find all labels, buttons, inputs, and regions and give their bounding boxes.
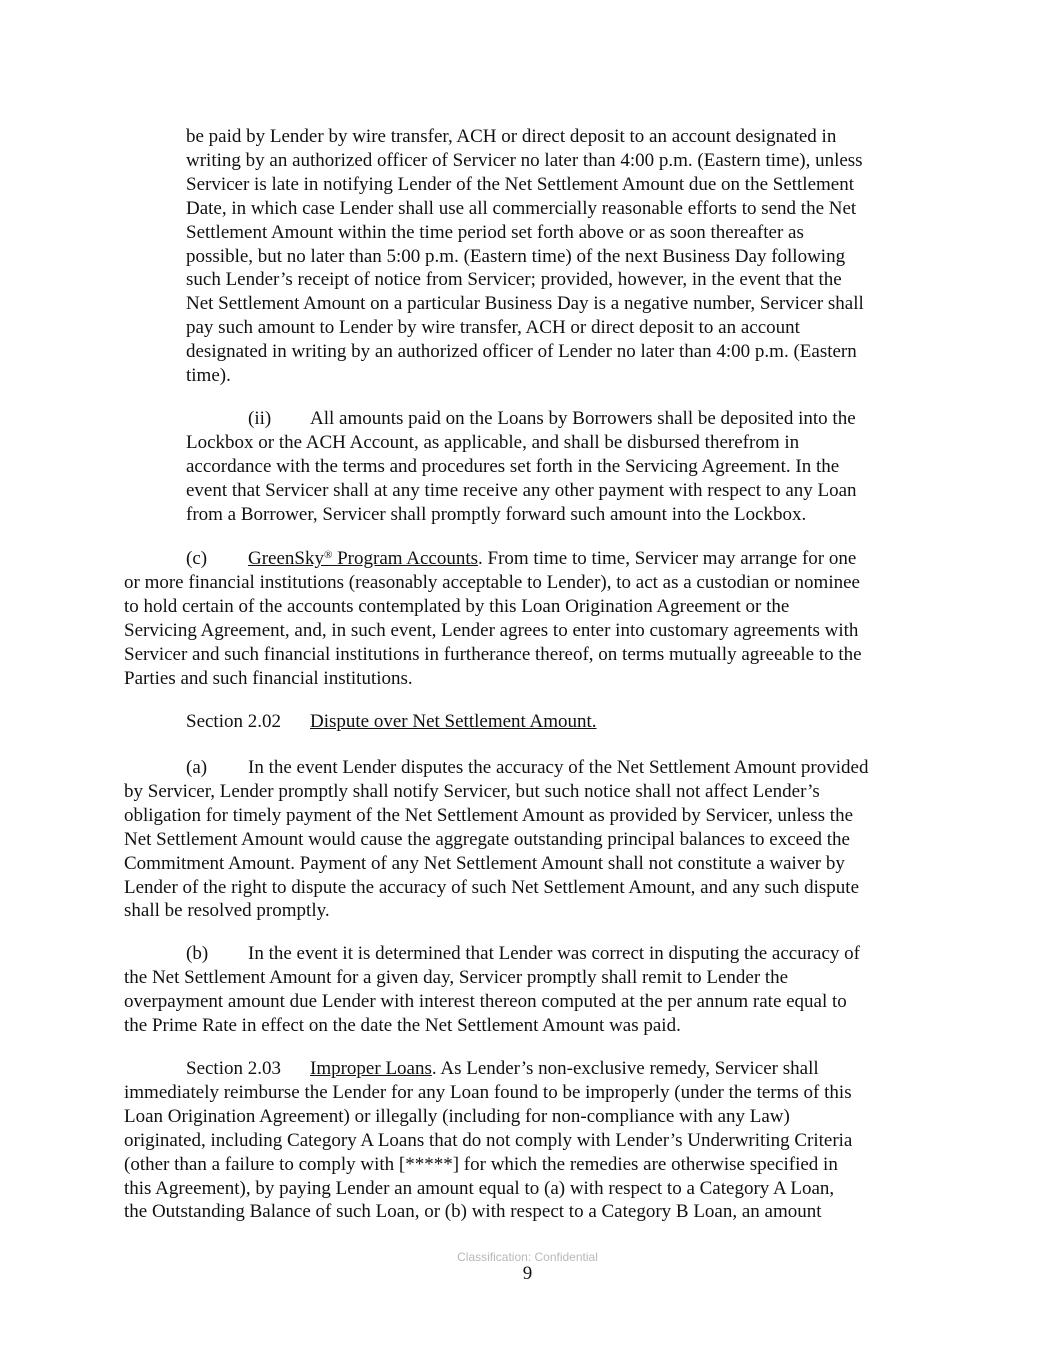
text-line: [124, 942, 932, 966]
text-line: overpayment amount due Lender with interest thereon computed at the per annum rate equal to: [124, 990, 847, 1012]
clause-heading: [248, 548, 478, 569]
section-2-02-heading: [124, 710, 932, 734]
text-line: Servicer is late in notifying Lender of the Net Settlement Amount due on the Settlement: [186, 173, 855, 195]
text-line: Servicer and such financial institutions in furtherance thereof, on terms mutually agreeable to the: [124, 643, 862, 665]
text-line: obligation for timely payment of the Net Settlement Amount as provided by Servicer, unless the: [124, 804, 854, 826]
clause-first-line: In the event it is determined that Lender was correct in disputing the accuracy of: [248, 943, 860, 964]
clause-first-line: All amounts paid on the Loans by Borrowers shall be deposited into the: [310, 408, 856, 429]
heading-text: GreenSky: [248, 548, 324, 569]
text-line: [124, 756, 932, 780]
clause-number: (c): [186, 548, 208, 569]
text-line: Servicing Agreement, and, in such event, Lender agrees to enter into customary agreements with: [124, 619, 859, 641]
section-2-03: [124, 1057, 932, 1224]
text-line: or more financial institutions (reasonably acceptable to Lender), to act as a custodian or nominee: [124, 571, 860, 593]
text-line: possible, but no later than 5:00 p.m. (Eastern time) of the next Business Day following: [186, 245, 846, 267]
classification-label: Classification: Confidential: [457, 1250, 598, 1264]
text-line: shall be resolved promptly.: [124, 900, 330, 922]
paragraph-a: [124, 756, 932, 923]
text-line: [186, 407, 931, 431]
paragraph-c: [124, 547, 932, 690]
section-number: Section 2.03: [186, 1058, 281, 1079]
text-line: writing by an authorized officer of Servicer no later than 4:00 p.m. (Eastern time), unless: [186, 149, 863, 171]
text-line: by Servicer, Lender promptly shall notify Servicer, but such notice shall not affect Lender’s: [124, 780, 820, 802]
clause-number: (a): [186, 757, 208, 778]
text-line: Net Settlement Amount on a particular Business Day is a negative number, Servicer shall: [186, 293, 864, 315]
paragraph-continuation: [186, 125, 931, 388]
text-line: accordance with the terms and procedures set forth in the Servicing Agreement. In the: [186, 455, 840, 477]
text-line: Net Settlement Amount would cause the aggregate outstanding principal balances to exceed the: [124, 828, 850, 850]
text-line: Parties and such financial institutions.: [124, 667, 413, 689]
text-line: originated, including Category A Loans that do not comply with Lender’s Underwriting Criteria: [124, 1129, 853, 1151]
heading-text: Program Accounts: [332, 548, 478, 569]
clause-number: (ii): [248, 408, 272, 429]
page-number: 9: [522, 1263, 533, 1284]
text-line: [124, 1057, 932, 1081]
text-line: be paid by Lender by wire transfer, ACH or direct deposit to an account designated in: [186, 126, 837, 147]
text-line: this Agreement), by paying Lender an amount equal to (a) with respect to a Category A Loan,: [124, 1177, 835, 1199]
text-line: to hold certain of the accounts contemplated by this Loan Origination Agreement or the: [124, 595, 790, 617]
section-number: Section 2.02: [186, 711, 281, 732]
clause-first-line: . As Lender’s non-exclusive remedy, Servicer shall: [431, 1058, 819, 1079]
section-title: Improper Loans: [310, 1058, 432, 1079]
text-line: immediately reimburse the Lender for any Loan found to be improperly (under the terms of this: [124, 1081, 852, 1103]
paragraph-ii: [186, 407, 931, 527]
text-line: such Lender’s receipt of notice from Servicer; provided, however, in the event that the: [186, 269, 842, 291]
text-line: Date, in which case Lender shall use all commercially reasonable efforts to send the Net: [186, 197, 857, 219]
text-line: Lender of the right to dispute the accuracy of such Net Settlement Amount, and any such dispute: [124, 876, 859, 898]
text-line: the Net Settlement Amount for a given day, Servicer promptly shall remit to Lender the: [124, 966, 789, 988]
clause-first-line: . From time to time, Servicer may arrange for one: [478, 548, 857, 569]
registered-mark: ®: [323, 549, 333, 561]
text-line: Settlement Amount within the time period set forth above or as soon thereafter as: [186, 221, 804, 243]
clause-number: (b): [186, 943, 209, 964]
text-line: pay such amount to Lender by wire transfer, ACH or direct deposit to an account: [186, 317, 800, 339]
text-line: [124, 710, 932, 734]
text-line: event that Servicer shall at any time receive any other payment with respect to any Loan: [186, 479, 857, 501]
text-line: Lockbox or the ACH Account, as applicable, and shall be disbursed therefrom in: [186, 431, 800, 453]
section-title: Dispute over Net Settlement Amount.: [310, 711, 597, 732]
text-line: (other than a failure to comply with [*****] for which the remedies are otherwise specified in: [124, 1153, 838, 1175]
text-line: Loan Origination Agreement) or illegally (including for non-compliance with any Law): [124, 1105, 790, 1127]
paragraph-b: [124, 942, 932, 1038]
text-line: the Outstanding Balance of such Loan, or (b) with respect to a Category B Loan, an amount: [124, 1201, 822, 1223]
text-line: [124, 547, 932, 571]
text-line: designated in writing by an authorized officer of Lender no later than 4:00 p.m. (Eastern: [186, 341, 857, 363]
text-line: from a Borrower, Servicer shall promptly forward such amount into the Lockbox.: [186, 503, 807, 525]
text-line: the Prime Rate in effect on the date the Net Settlement Amount was paid.: [124, 1014, 681, 1036]
clause-first-line: In the event Lender disputes the accuracy of the Net Settlement Amount provided: [248, 757, 869, 778]
text-line: time).: [186, 365, 231, 387]
text-line: Commitment Amount. Payment of any Net Settlement Amount shall not constitute a waiver by: [124, 852, 845, 874]
